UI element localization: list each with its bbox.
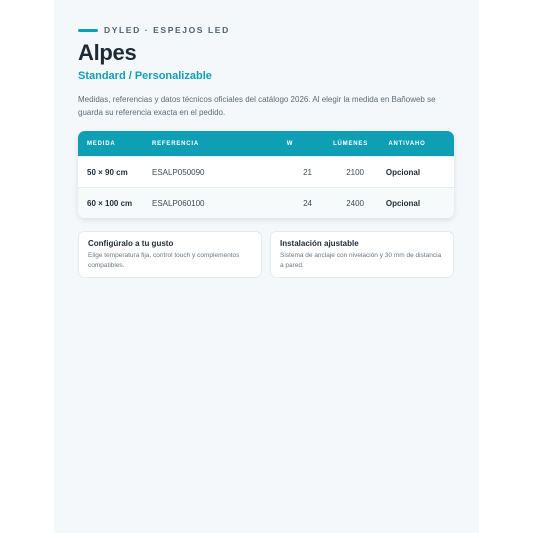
card-text: Elige temperatura fija, control touch y complementos compatibles. xyxy=(88,252,240,269)
product-page xyxy=(54,0,479,533)
column-header-antivaho: ANTIVAHO xyxy=(388,140,426,147)
feature-card-configuracion xyxy=(78,231,262,278)
column-header-medida: MEDIDA xyxy=(87,140,116,147)
cell-referencia: ESALP060100 xyxy=(152,198,205,208)
specs-table xyxy=(78,131,454,218)
card-title: Instalación ajustable xyxy=(280,239,359,248)
table-header xyxy=(78,131,454,156)
cell-medida: 60 × 100 cm xyxy=(87,198,133,208)
table-row xyxy=(78,187,454,218)
card-text: Sistema de anclaje con nivelación y 30 mm de distancia a pared. xyxy=(280,252,442,269)
cell-medida: 50 × 90 cm xyxy=(87,167,128,177)
column-header-referencia: REFERENCIA xyxy=(152,140,200,147)
eyebrow-text: DYLED · ESPEJOS LED xyxy=(104,25,230,35)
page-subtitle: Standard / Personalizable xyxy=(78,70,212,82)
page-title: Alpes xyxy=(78,40,137,65)
page-description: Medidas, referencias y datos técnicos oficiales del catálogo 2026. Al elegir la medida en Bañoweb se guarda su referencia exacta en el pedido. xyxy=(78,95,436,117)
cell-w: 21 xyxy=(303,167,312,177)
feature-cards xyxy=(78,231,454,278)
column-header-lumenes: LÚMENES xyxy=(333,140,368,147)
cell-referencia: ESALP050090 xyxy=(152,167,205,177)
cell-lumenes: 2400 xyxy=(346,198,364,208)
table-row xyxy=(78,156,454,187)
column-header-w: W xyxy=(286,140,294,147)
cell-antivaho: Opcional xyxy=(385,198,421,208)
accent-bar xyxy=(78,29,98,32)
feature-card-instalacion xyxy=(270,231,454,278)
cell-lumenes: 2100 xyxy=(346,167,364,177)
cell-w: 24 xyxy=(303,198,312,208)
card-title: Configúralo a tu gusto xyxy=(88,239,174,248)
cell-antivaho: Opcional xyxy=(385,167,421,177)
eyebrow xyxy=(78,25,230,35)
